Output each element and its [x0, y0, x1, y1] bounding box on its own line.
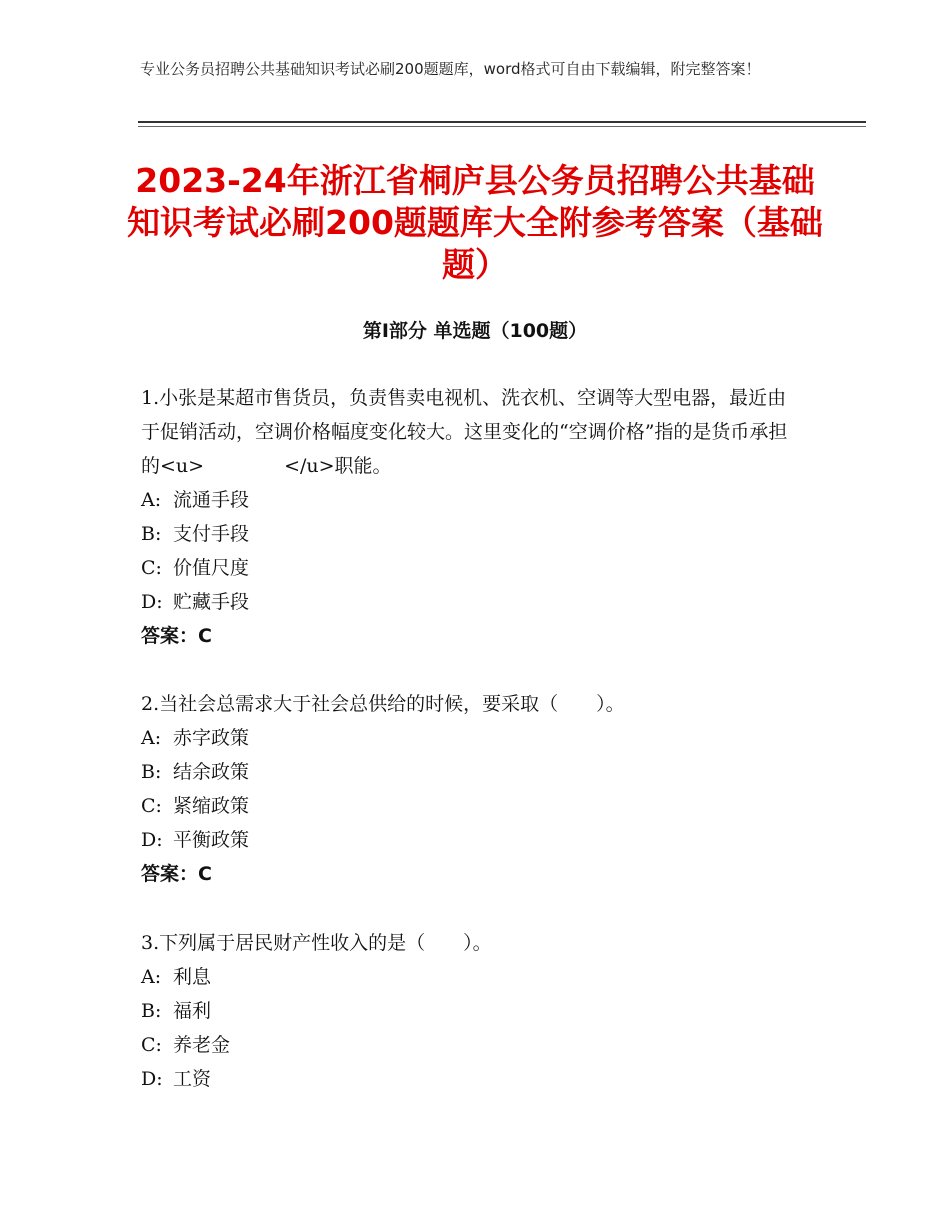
option-a: A: 赤字政策: [141, 727, 250, 749]
option-b: B: 福利: [141, 1000, 212, 1022]
question-stem: 3.下列属于居民财产性收入的是（ ）。: [141, 932, 492, 954]
header-note: 专业公务员招聘公共基础知识考试必刷200题题库，word格式可自由下载编辑，附完整答案！: [140, 60, 761, 78]
question-1: [141, 381, 801, 653]
option-b: B: 结余政策: [141, 761, 250, 783]
header-divider-thin: [138, 126, 866, 127]
option-d: D: 工资: [141, 1068, 212, 1090]
header-divider: [138, 121, 866, 123]
question-3: [141, 926, 801, 1096]
option-a: A: 流通手段: [141, 489, 250, 511]
option-d: D: 平衡政策: [141, 829, 250, 851]
option-c: C: 养老金: [141, 1034, 231, 1056]
option-a: A: 利息: [141, 966, 212, 988]
document-title: 2023-24年浙江省桐庐县公务员招聘公共基础知识考试必刷200题题库大全附参考答案（基础题）: [127, 161, 823, 284]
option-c: C: 紧缩政策: [141, 795, 250, 817]
answer: 答案：C: [141, 625, 212, 647]
option-d: D: 贮藏手段: [141, 591, 250, 613]
section-title: 第Ⅰ部分 单选题（100题）: [362, 320, 588, 342]
option-b: B: 支付手段: [141, 523, 250, 545]
question-2: [141, 687, 801, 891]
question-stem: 2.当社会总需求大于社会总供给的时候，要采取（ ）。: [141, 693, 625, 715]
option-c: C: 价值尺度: [141, 557, 250, 579]
answer: 答案：C: [141, 863, 212, 885]
question-stem: 1.小张是某超市售货员，负责售卖电视机、洗衣机、空调等大型电器，最近由于促销活动，空调价格幅度变化较大。这里变化的“空调价格”指的是货币承担的<u> </u>职能。: [141, 387, 788, 477]
